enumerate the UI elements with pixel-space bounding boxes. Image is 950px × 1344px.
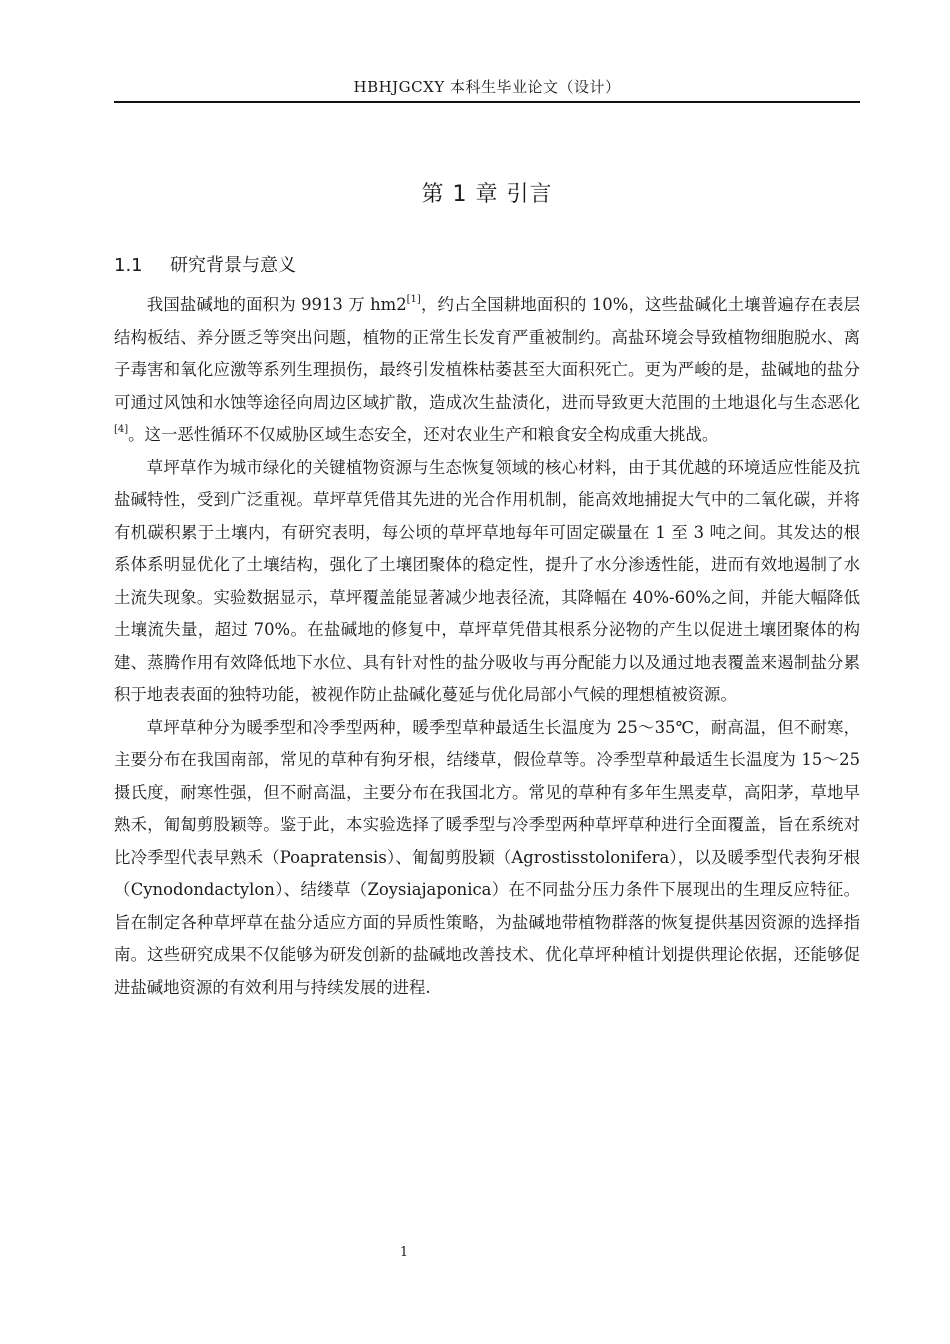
section-title: 研究背景与意义 — [170, 255, 296, 276]
chapter-title: 第 1 章 引言 — [421, 182, 553, 207]
paragraph: 草坪草作为城市绿化的关键植物资源与生态恢复领域的核心材料，由于其优越的环境适应性能及抗盐碱特性，受到广泛重视。草坪草凭借其先进的光合作用机制，能高效地捕捉大气中的二氧化碳，并将有机碳积累于土壤内，有研究表明，每公顷的草坪草地每年可固定碳量在 1 至 3 吨之间。其发达的根系体系明显优化了土壤结构，强化了土壤团聚体的稳定性，提升了水分渗透性能，进而有效地遏制了水土流失现象。实验数据显示，草坪覆盖能显著减少地表径流，其降幅在 40%-60%之间，并能大幅降低土壤流失量，超过 70%。在盐碱地的修复中，草坪草凭借其根系分泌物的产生以促进土壤团聚体的构建、蒸腾作用有效降低地下水位、具有针对性的盐分吸收与再分配能力以及通过地表覆盖来遏制盐分累积于地表表面的独特功能，被视作防止盐碱化蔓延与优化局部小气候的理想植被资源。 — [114, 457, 860, 704]
header-divider — [114, 101, 860, 103]
citation: [4] — [114, 424, 129, 435]
paragraph — [114, 289, 860, 452]
paragraph-text: 我国盐碱地的面积为 9913 万 hm2 — [146, 295, 407, 314]
citation: [1] — [406, 294, 421, 305]
page-number: 1 — [399, 1245, 409, 1260]
paragraph-text: ，约占全国耕地面积的 10%，这些盐碱化土壤普遍存在表层结构板结、养分匮乏等突出问题，植物的正常生长发育严重被制约。高盐环境会导致植物细胞脱水、离子毒害和氧化应激等系列生理损伤，最终引发植株枯萎甚至大面积死亡。更为严峻的是，盐碱地的盐分可通过风蚀和水蚀等途径向周边区域扩散，造成次生盐渍化，进而导致更大范围的土地退化与生态恶化 — [114, 295, 860, 412]
section-number: 1.1 — [114, 255, 143, 276]
body-text — [114, 289, 860, 1004]
paragraph: 草坪草种分为暖季型和冷季型两种，暖季型草种最适生长温度为 25～35℃，耐高温，但不耐寒，主要分布在我国南部，常见的草种有狗牙根，结缕草，假俭草等。冷季型草种最适生长温度为 15～25 摄氏度，耐寒性强，但不耐高温，主要分布在我国北方。常见的草种有多年生黑麦草，高阳茅，草地早熟禾，匍匐剪股颖等。鉴于此，本实验选择了暖季型与冷季型两种草坪草种进行全面覆盖，旨在系统对比冷季型代表早熟禾（Poapratensis）、匍匐剪股颖（Agrostisstolonifera），以及暖季型代表狗牙根（Cynodondactylon）、结缕草（Zoysiajaponica）在不同盐分压力条件下展现出的生理反应特征。旨在制定各种草坪草在盐分适应方面的异质性策略，为盐碱地带植物群落的恢复提供基因资源的选择指南。这些研究成果不仅能够为研发创新的盐碱地改善技术、优化草坪种植计划提供理论依据，还能够促进盐碱地资源的有效利用与持续发展的进程. — [114, 717, 860, 997]
paragraph-text: 。这一恶性循环不仅威胁区域生态安全，还对农业生产和粮食安全构成重大挑战。 — [128, 425, 719, 444]
section-heading — [114, 252, 296, 280]
page-header: HBHJGCXY 本科生毕业论文（设计） — [353, 78, 621, 96]
